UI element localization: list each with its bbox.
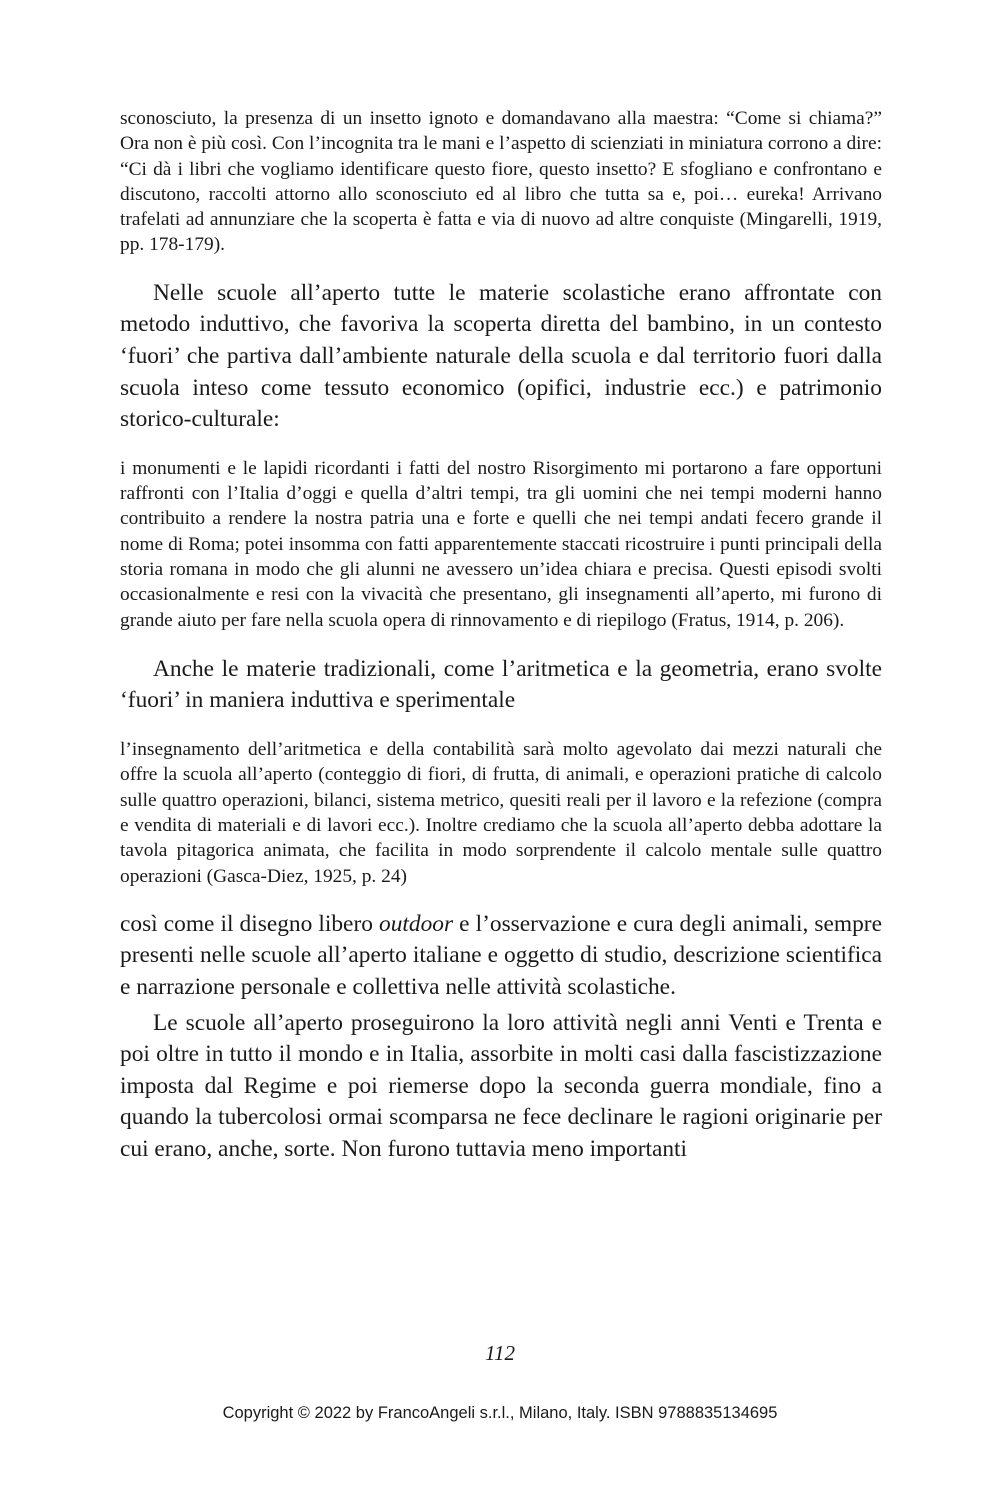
page-body <box>120 106 882 1166</box>
outdoor-italic: outdoor <box>379 910 454 937</box>
paragraph-disegno-libero <box>120 909 882 1004</box>
paragraph-disegno-libero-end: e l’osservazione e cura degli animali, sempre presenti nelle scuole all’aperto italiane e oggetto di studio, descrizione scientifica e narrazione personale e collettiva nelle attività scolastiche. <box>120 910 882 1000</box>
paragraph-disegno-libero-start: così come il disegno libero <box>120 910 379 937</box>
block-quote-gasca-diez: l’insegnamento dell’aritmetica e della contabilità sarà molto agevolato dai mezzi naturali che offre la scuola all’aperto (conteggio di fiori, di frutta, di animali, e operazioni pratiche di calcolo sulle quattro operazioni, bilanci, sistema metrico, quesiti reali per il lavoro e la refezione (compra e vendita di materiali e di lavori ecc.). Inoltre crediamo che la scuola all’aperto debba adottare la tavola pitagorica animata, che facilita in modo sorprendente il calcolo mentale sulle quattro operazioni (Gasca-Diez, 1925, p. 24) <box>120 739 882 887</box>
block-quote-fratus: i monumenti e le lapidi ricordanti i fatti del nostro Risorgimento mi portarono a fare opportuni raffronti con l’Italia d’oggi e quella d’altri tempi, tra gli uomini che nei tempi moderni hanno contribuito a rendere la nostra patria una e forte e quelli che nei tempi andati fecero grande il nome di Roma; potei insomma con fatti apparentemente staccati ricostruire i punti principali della storia romana in modo che gli alunni ne avessero un’idea chiara e precisa. Questi episodi svolti occasionalmente e resi con la vivacità che presentano, gli insegnamenti all’aperto, mi furono di grande aiuto per fare nella scuola opera di rinnovamento e di riepilogo (Fratus, 1914, p. 206). <box>120 457 882 631</box>
paragraph-scuole-proseguirono: Le scuole all’aperto proseguirono la loro attività negli anni Venti e Trenta e poi oltre in tutto il mondo e in Italia, assorbite in molti casi dalla fascistizzazione imposta dal Regime e poi riemerse dopo la seconda guerra mondiale, fino a quando la tubercolosi ormai scomparsa ne fece declinare le ragioni originarie per cui erano, anche, sorte. Non furono tuttavia meno importanti <box>120 1009 882 1162</box>
paragraph-metodo-induttivo: Nelle scuole all’aperto tutte le materie scolastiche erano affrontate con metodo induttivo, che favoriva la scoperta diretta del bambino, in un contesto ‘fuori’ che partiva dall’ambiente naturale della scuola e dal territorio fuori dalla scuola inteso come tessuto economico (opifici, industrie ecc.) e patrimonio storico-culturale: <box>120 279 882 433</box>
copyright-footer: Copyright © 2022 by FrancoAngeli s.r.l., Milano, Italy. ISBN 9788835134695 <box>222 1404 778 1422</box>
paragraph-materie-tradizionali: Anche le materie tradizionali, come l’aritmetica e la geometria, erano svolte ‘fuori’ in maniera induttiva e sperimentale <box>120 655 882 714</box>
block-quote-mingarelli: sconosciuto, la presenza di un insetto ignoto e domandavano alla maestra: “Come si chiama?” Ora non è più così. Con l’incognita tra le mani e l’aspetto di scienziati in miniatura corrono a dire: “Ci dà i libri che vogliamo identificare questo fiore, questo insetto? E sfogliano e confrontano e discutono, raccolti attorno allo sconosciuto ed al libro che tutta sa e, poi… eureka! Arrivano trafelati ad annunziare che la scoperta è fatta e via di nuovo ad altre conquiste (Mingarelli, 1919, pp. 178-179). <box>120 108 882 256</box>
page-number: 112 <box>485 1341 515 1365</box>
